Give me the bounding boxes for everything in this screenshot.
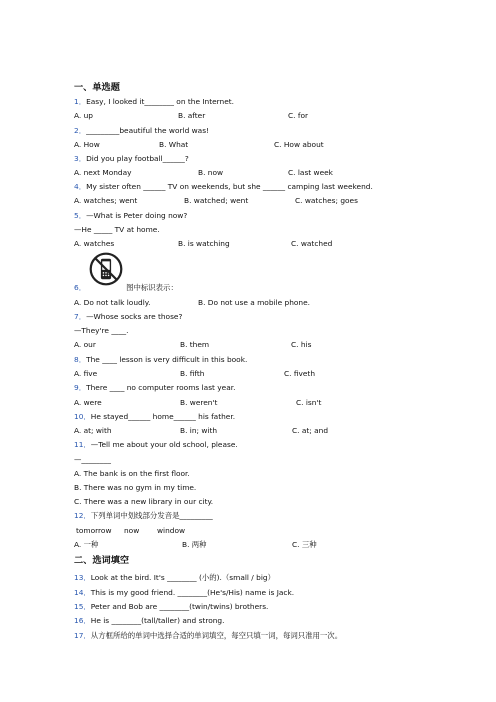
question-5-options (74, 239, 333, 249)
option-a: A. Do not talk loudly. (74, 298, 151, 307)
question-number: 10． (74, 412, 91, 421)
question-text: He is ________(tall/taller) and strong. (90, 616, 225, 625)
option-a: A. watches; went (74, 196, 138, 205)
question-10 (74, 412, 235, 422)
option-a: A. five (74, 369, 98, 378)
question-number: 15． (74, 602, 91, 611)
option-b: B. weren't (180, 398, 218, 407)
question-3-options (74, 168, 333, 178)
option-a: A. watches (74, 239, 115, 248)
question-number: 2． (74, 126, 87, 135)
option-b: B. There was no gym in my time. (74, 483, 197, 492)
question-number: 7． (74, 312, 87, 321)
question-number: 17． (74, 631, 91, 640)
question-number: 5． (74, 211, 87, 220)
question-number: 9． (74, 383, 87, 392)
option-a: A. 一种 (74, 540, 99, 549)
option-b: B. 两种 (182, 540, 207, 549)
question-text: Look at the bird. It's ________ (小的).（small / big） (90, 573, 275, 582)
question-number: 13． (74, 573, 91, 582)
option-b: B. What (159, 140, 189, 149)
question-2 (74, 126, 209, 136)
option-c: C. 三种 (292, 540, 317, 549)
question-5-line-2: —He _____ TV at home. (74, 225, 160, 234)
question-number: 11． (74, 440, 91, 449)
option-c: C. last week (288, 168, 333, 177)
question-4 (74, 182, 373, 192)
option-a: A. our (74, 340, 96, 349)
option-a: A. How (74, 140, 100, 149)
question-6 (74, 283, 178, 293)
question-11 (74, 440, 238, 450)
question-text: There ____ no computer rooms last year. (86, 383, 236, 392)
question-number: 14． (74, 588, 91, 597)
question-10-options (74, 426, 329, 436)
option-c: C. watched (291, 239, 333, 248)
option-b: B. in; with (180, 426, 218, 435)
question-number: 16． (74, 616, 91, 625)
option-b: B. now (198, 168, 224, 177)
question-text: This is my good friend. ________(He's/His) name is Jack. (90, 588, 295, 597)
question-number: 4． (74, 182, 87, 191)
option-a: A. next Monday (74, 168, 132, 177)
option-b: B. after (178, 111, 206, 120)
question-text: The ____ lesson is very difficult in this book. (86, 355, 248, 364)
option-c: C. How about (274, 140, 324, 149)
option-c: C. isn't (296, 398, 322, 407)
question-13 (74, 573, 275, 583)
question-11-line-2: —________ (74, 455, 111, 464)
question-8 (74, 355, 247, 365)
word-3: window (157, 526, 186, 535)
question-12 (74, 511, 213, 521)
option-b: B. Do not use a mobile phone. (198, 298, 310, 307)
question-4-options (74, 196, 358, 206)
question-12-options (74, 540, 317, 550)
question-2-options (74, 140, 324, 150)
question-number: 12． (74, 511, 91, 520)
question-9-options (74, 398, 322, 408)
question-text: My sister often ______ TV on weekends, but she ______ camping last weekend. (86, 182, 373, 191)
option-b: B. them (180, 340, 210, 349)
question-1-options (74, 111, 309, 121)
question-number: 8． (74, 355, 87, 364)
question-text: 从方框所给的单词中选择合适的单词填空，每空只填一词，每词只准用一次。 (90, 631, 343, 640)
question-text: Peter and Bob are ________(twin/twins) brothers. (90, 602, 269, 611)
option-c: C. his (291, 340, 312, 349)
question-3 (74, 154, 189, 164)
question-text: —What is Peter doing now? (86, 211, 188, 220)
option-a: A. were (74, 398, 102, 407)
question-6-options (74, 298, 310, 308)
option-a: A. The bank is on the first floor. (74, 469, 190, 478)
question-number: 6． (74, 283, 87, 292)
question-text: —Tell me about your old school, please. (90, 440, 238, 449)
question-7-options (74, 340, 312, 350)
question-text: He stayed______ home______ his father. (90, 412, 236, 421)
section-heading-word-choice: 二、选词填空 (74, 555, 130, 566)
question-text: Did you play football______? (86, 154, 189, 163)
section-heading-single-choice: 一、单选题 (74, 82, 120, 93)
word-1: tomorrow (76, 526, 112, 535)
question-1 (74, 97, 234, 107)
question-17 (74, 631, 342, 641)
question-text: Easy, I looked it________ on the Internet. (86, 97, 235, 106)
question-15 (74, 602, 268, 612)
question-7-line-2: —They're ____. (74, 326, 129, 335)
question-9 (74, 383, 235, 393)
question-text: _________beautiful the world was! (86, 126, 210, 135)
question-number: 3． (74, 154, 87, 163)
question-text: —Whose socks are those? (86, 312, 183, 321)
option-c: C. fiveth (284, 369, 316, 378)
option-b: B. is watching (178, 239, 230, 248)
question-14 (74, 588, 294, 598)
question-7 (74, 312, 182, 322)
option-b: B. fifth (180, 369, 205, 378)
question-text: 图中标识表示： (126, 283, 178, 292)
question-12-words (76, 526, 186, 536)
question-number: 1． (74, 97, 87, 106)
option-c: C. There was a new library in our city. (74, 497, 214, 506)
option-c: C. at; and (292, 426, 329, 435)
option-a: A. up (74, 111, 93, 120)
option-a: A. at; with (74, 426, 112, 435)
word-2: now (124, 526, 140, 535)
question-5 (74, 211, 187, 221)
question-8-options (74, 369, 316, 379)
option-b: B. watched; went (184, 196, 249, 205)
no-mobile-phone-icon (89, 252, 123, 286)
question-text: 下列单词中划线部分发音是_________ (90, 511, 213, 520)
option-c: C. watches; goes (295, 196, 358, 205)
option-c: C. for (288, 111, 309, 120)
question-16 (74, 616, 224, 626)
